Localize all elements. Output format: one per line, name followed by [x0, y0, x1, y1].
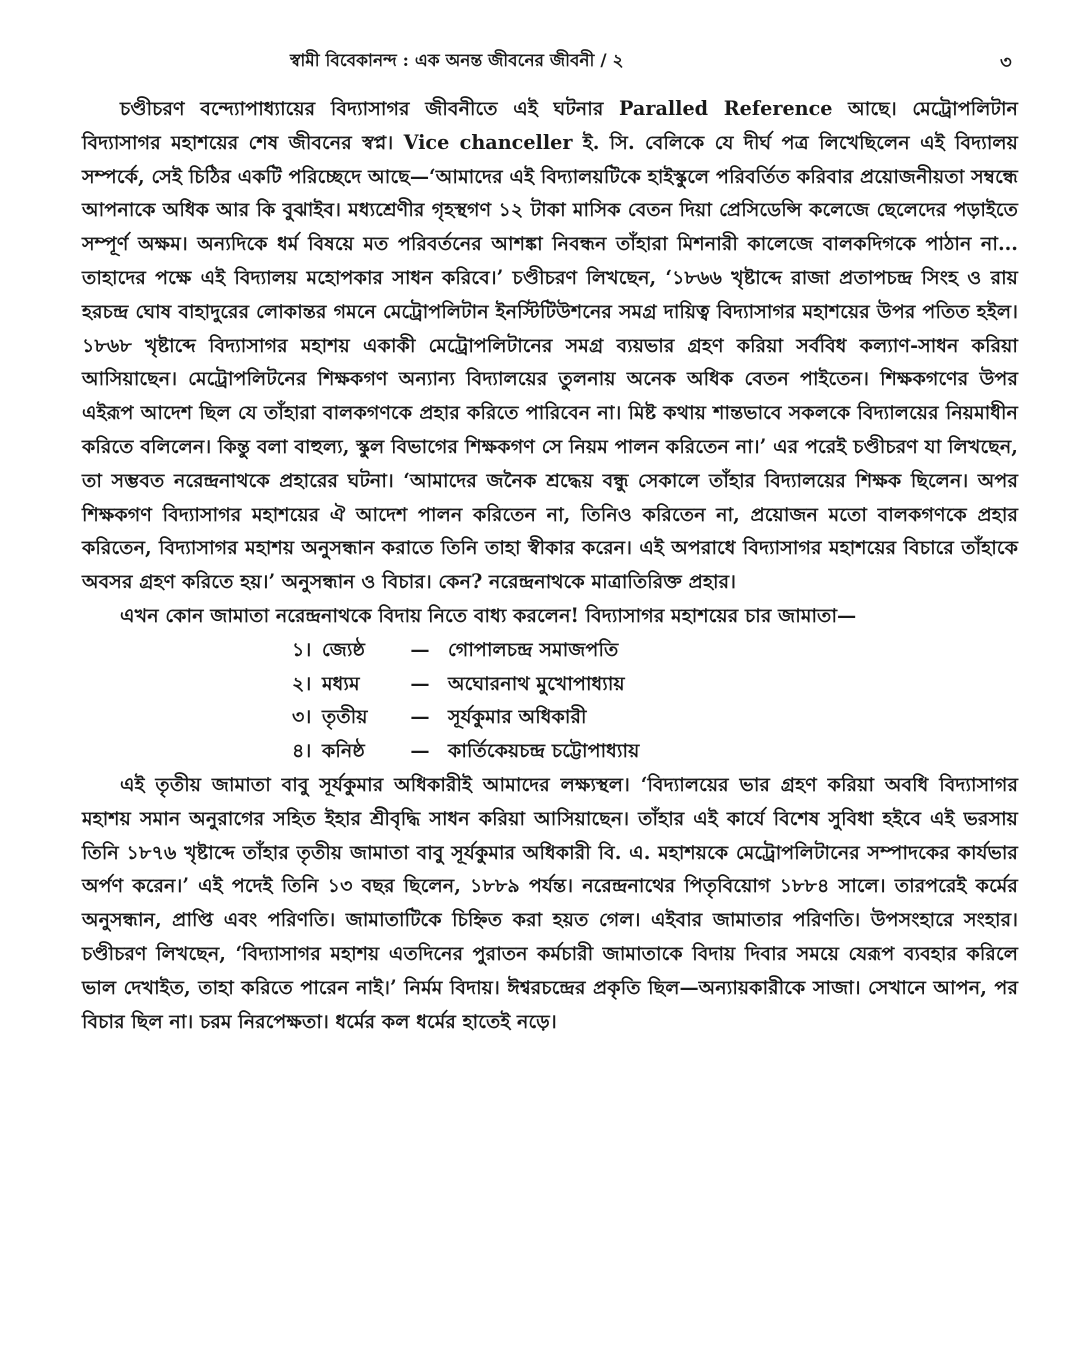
- list-rank: তৃতীয়: [322, 705, 368, 729]
- list-number: ১।: [292, 637, 312, 661]
- list-name: কার্তিকেয়চন্দ্র চট্টোপাধ্যায়: [448, 739, 640, 763]
- list-number: ২।: [292, 671, 312, 695]
- running-title: স্বামী বিবেকানন্দ : এক অনন্ত জীবনের জীবনী / ২: [290, 51, 624, 71]
- list-name: গোপালচন্দ্র সমাজপতি: [448, 637, 619, 661]
- son-in-law-list: [82, 633, 1018, 768]
- body-text: [82, 92, 1018, 1038]
- list-item: [292, 633, 1018, 667]
- list-item: [292, 667, 1018, 701]
- list-rank: জ্যেষ্ঠ: [322, 637, 366, 661]
- list-number: ৩।: [292, 705, 312, 729]
- list-name: সূর্যকুমার অধিকারী: [448, 705, 587, 729]
- list-rank: কনিষ্ঠ: [322, 739, 365, 763]
- paragraph-3: এই তৃতীয় জামাতা বাবু সূর্যকুমার অধিকারীই আমাদের লক্ষ্যস্থল। ‘বিদ্যালয়ের ভার গ্রহণ করিয়া অবধি বিদ্যাসাগর মহাশয় সমান অনুরাগের সহিত ইহার শ্রীবৃদ্ধি সাধন করিয়া আসিয়াছেন। তাঁহার এই কার্যে বিশেষ সুবিধা হইবে এই ভরসায় তিনি ১৮৭৬ খৃষ্টাব্দে তাঁহার তৃতীয় জামাতা বাবু সূর্যকুমার অধিকারী বি. এ. মহাশয়কে মেট্রোপলিটানের সম্পাদকের কার্যভার অর্পণ করেন।’ এই পদেই তিনি ১৩ বছর ছিলেন, ১৮৮৯ পর্যন্ত। নরেন্দ্রনাথের পিতৃবিয়োগ ১৮৮৪ সালে। তারপরেই কর্মের অনুসন্ধান, প্রাপ্তি এবং পরিণতি। জামাতাটিকে চিহ্নিত করা হয়ত গেল। এইবার জামাতার পরিণতি। উপসংহারে সংহার। চণ্ডীচরণ লিখছেন, ‘বিদ্যাসাগর মহাশয় এতদিনের পুরাতন কর্মচারী জামাতাকে বিদায় দিবার সময়ে যেরূপ ব্যবহার করিলে ভাল দেখাইত, তাহা করিতে পারেন নাই।’ নির্মম বিদায়। ঈশ্বরচন্দ্রের প্রকৃতি ছিল—অন্যায়কারীকে সাজা। সেখানে আপন, পর বিচার ছিল না। চরম নিরপেক্ষতা। ধর্মের কল ধর্মের হাতেই নড়ে।: [82, 772, 1018, 1033]
- list-dash: —: [410, 671, 430, 695]
- page-number: ৩: [1000, 52, 1012, 73]
- running-header: [0, 48, 1080, 78]
- list-name: অঘোরনাথ মুখোপাধ্যায়: [448, 671, 625, 695]
- list-item: [292, 734, 1018, 768]
- list-dash: —: [410, 705, 430, 729]
- list-dash: —: [410, 739, 430, 763]
- paragraph-2: এখন কোন জামাতা নরেন্দ্রনাথকে বিদায় নিতে বাধ্য করলেন! বিদ্যাসাগর মহাশয়ের চার জামাতা—: [120, 603, 857, 627]
- list-item: [292, 700, 1018, 734]
- list-number: ৪।: [292, 739, 312, 763]
- list-dash: —: [410, 637, 430, 661]
- paragraph-1: চণ্ডীচরণ বন্দ্যোপাধ্যায়ের বিদ্যাসাগর জীবনীতে এই ঘটনার Paralled Reference আছে। মেট্রোপলিটান বিদ্যাসাগর মহাশয়ের শেষ জীবনের স্বপ্ন। Vice chanceller ই. সি. বেলিকে যে দীর্ঘ পত্র লিখেছিলেন এই বিদ্যালয় সম্পর্কে, সেই চিঠির একটি পরিচ্ছেদে আছে—‘আমাদের এই বিদ্যালয়টিকে হাইস্কুলে পরিবর্তিত করিবার প্রয়োজনীয়তা সম্বন্ধে আপনাকে অধিক আর কি বুঝাইব। মধ্যশ্রেণীর গৃহস্থগণ ১২ টাকা মাসিক বেতন দিয়া প্রেসিডেন্সি কলেজে ছেলেদের পড়াইতে সম্পূর্ণ অক্ষম। অন্যদিকে ধর্ম বিষয়ে মত পরিবর্তনের আশঙ্কা নিবন্ধন তাঁহারা মিশনারী কালেজে বালকদিগকে পাঠান না... তাহাদের পক্ষে এই বিদ্যালয় মহোপকার সাধন করিবে।’ চণ্ডীচরণ লিখছেন, ‘১৮৬৬ খৃষ্টাব্দে রাজা প্রতাপচন্দ্র সিংহ ও রায় হরচন্দ্র ঘোষ বাহাদুরের লোকান্তর গমনে মেট্রোপলিটান ইনস্টিটিউশনের সমগ্র দায়িত্ব বিদ্যাসাগর মহাশয়ের উপর পতিত হইল। ১৮৬৮ খৃষ্টাব্দে বিদ্যাসাগর মহাশয় একাকী মেট্রোপলিটানের সমগ্র ব্যয়ভার গ্রহণ করিয়া সর্ববিধ কল্যাণ-সাধন করিয়া আসিয়াছেন। মেট্রোপলিটনের শিক্ষকগণ অন্যান্য বিদ্যালয়ের তুলনায় অনেক অধিক বেতন পাইতেন। শিক্ষকগণের উপর এইরূপ আদেশ ছিল যে তাঁহারা বালকগণকে প্রহার করিতে পারিবেন না। মিষ্ট কথায় শান্তভাবে সকলকে বিদ্যালয়ের নিয়মাধীন করিতে বলিলেন। কিন্তু বলা বাহুল্য, স্কুল বিভাগের শিক্ষকগণ সে নিয়ম পালন করিতেন না।’ এর পরেই চণ্ডীচরণ যা লিখছেন, তা সম্ভবত নরেন্দ্রনাথকে প্রহারের ঘটনা। ‘আমাদের জনৈক শ্রদ্ধেয় বন্ধু সেকালে তাঁহার বিদ্যালয়ের শিক্ষক ছিলেন। অপর শিক্ষকগণ বিদ্যাসাগর মহাশয়ের ঐ আদেশ পালন করিতেন না, তিনিও করিতেন না, প্রয়োজন মতো বালকগণকে প্রহার করিতেন, বিদ্যাসাগর মহাশয় অনুসন্ধান করাতে তিনি তাহা স্বীকার করেন। এই অপরাধে বিদ্যাসাগর মহাশয়ের বিচারে তাঁহাকে অবসর গ্রহণ করিতে হয়।’ অনুসন্ধান ও বিচার। কেন? নরেন্দ্রনাথকে মাত্রাতিরিক্ত প্রহার।: [82, 97, 1018, 594]
- list-rank: মধ্যম: [322, 671, 360, 695]
